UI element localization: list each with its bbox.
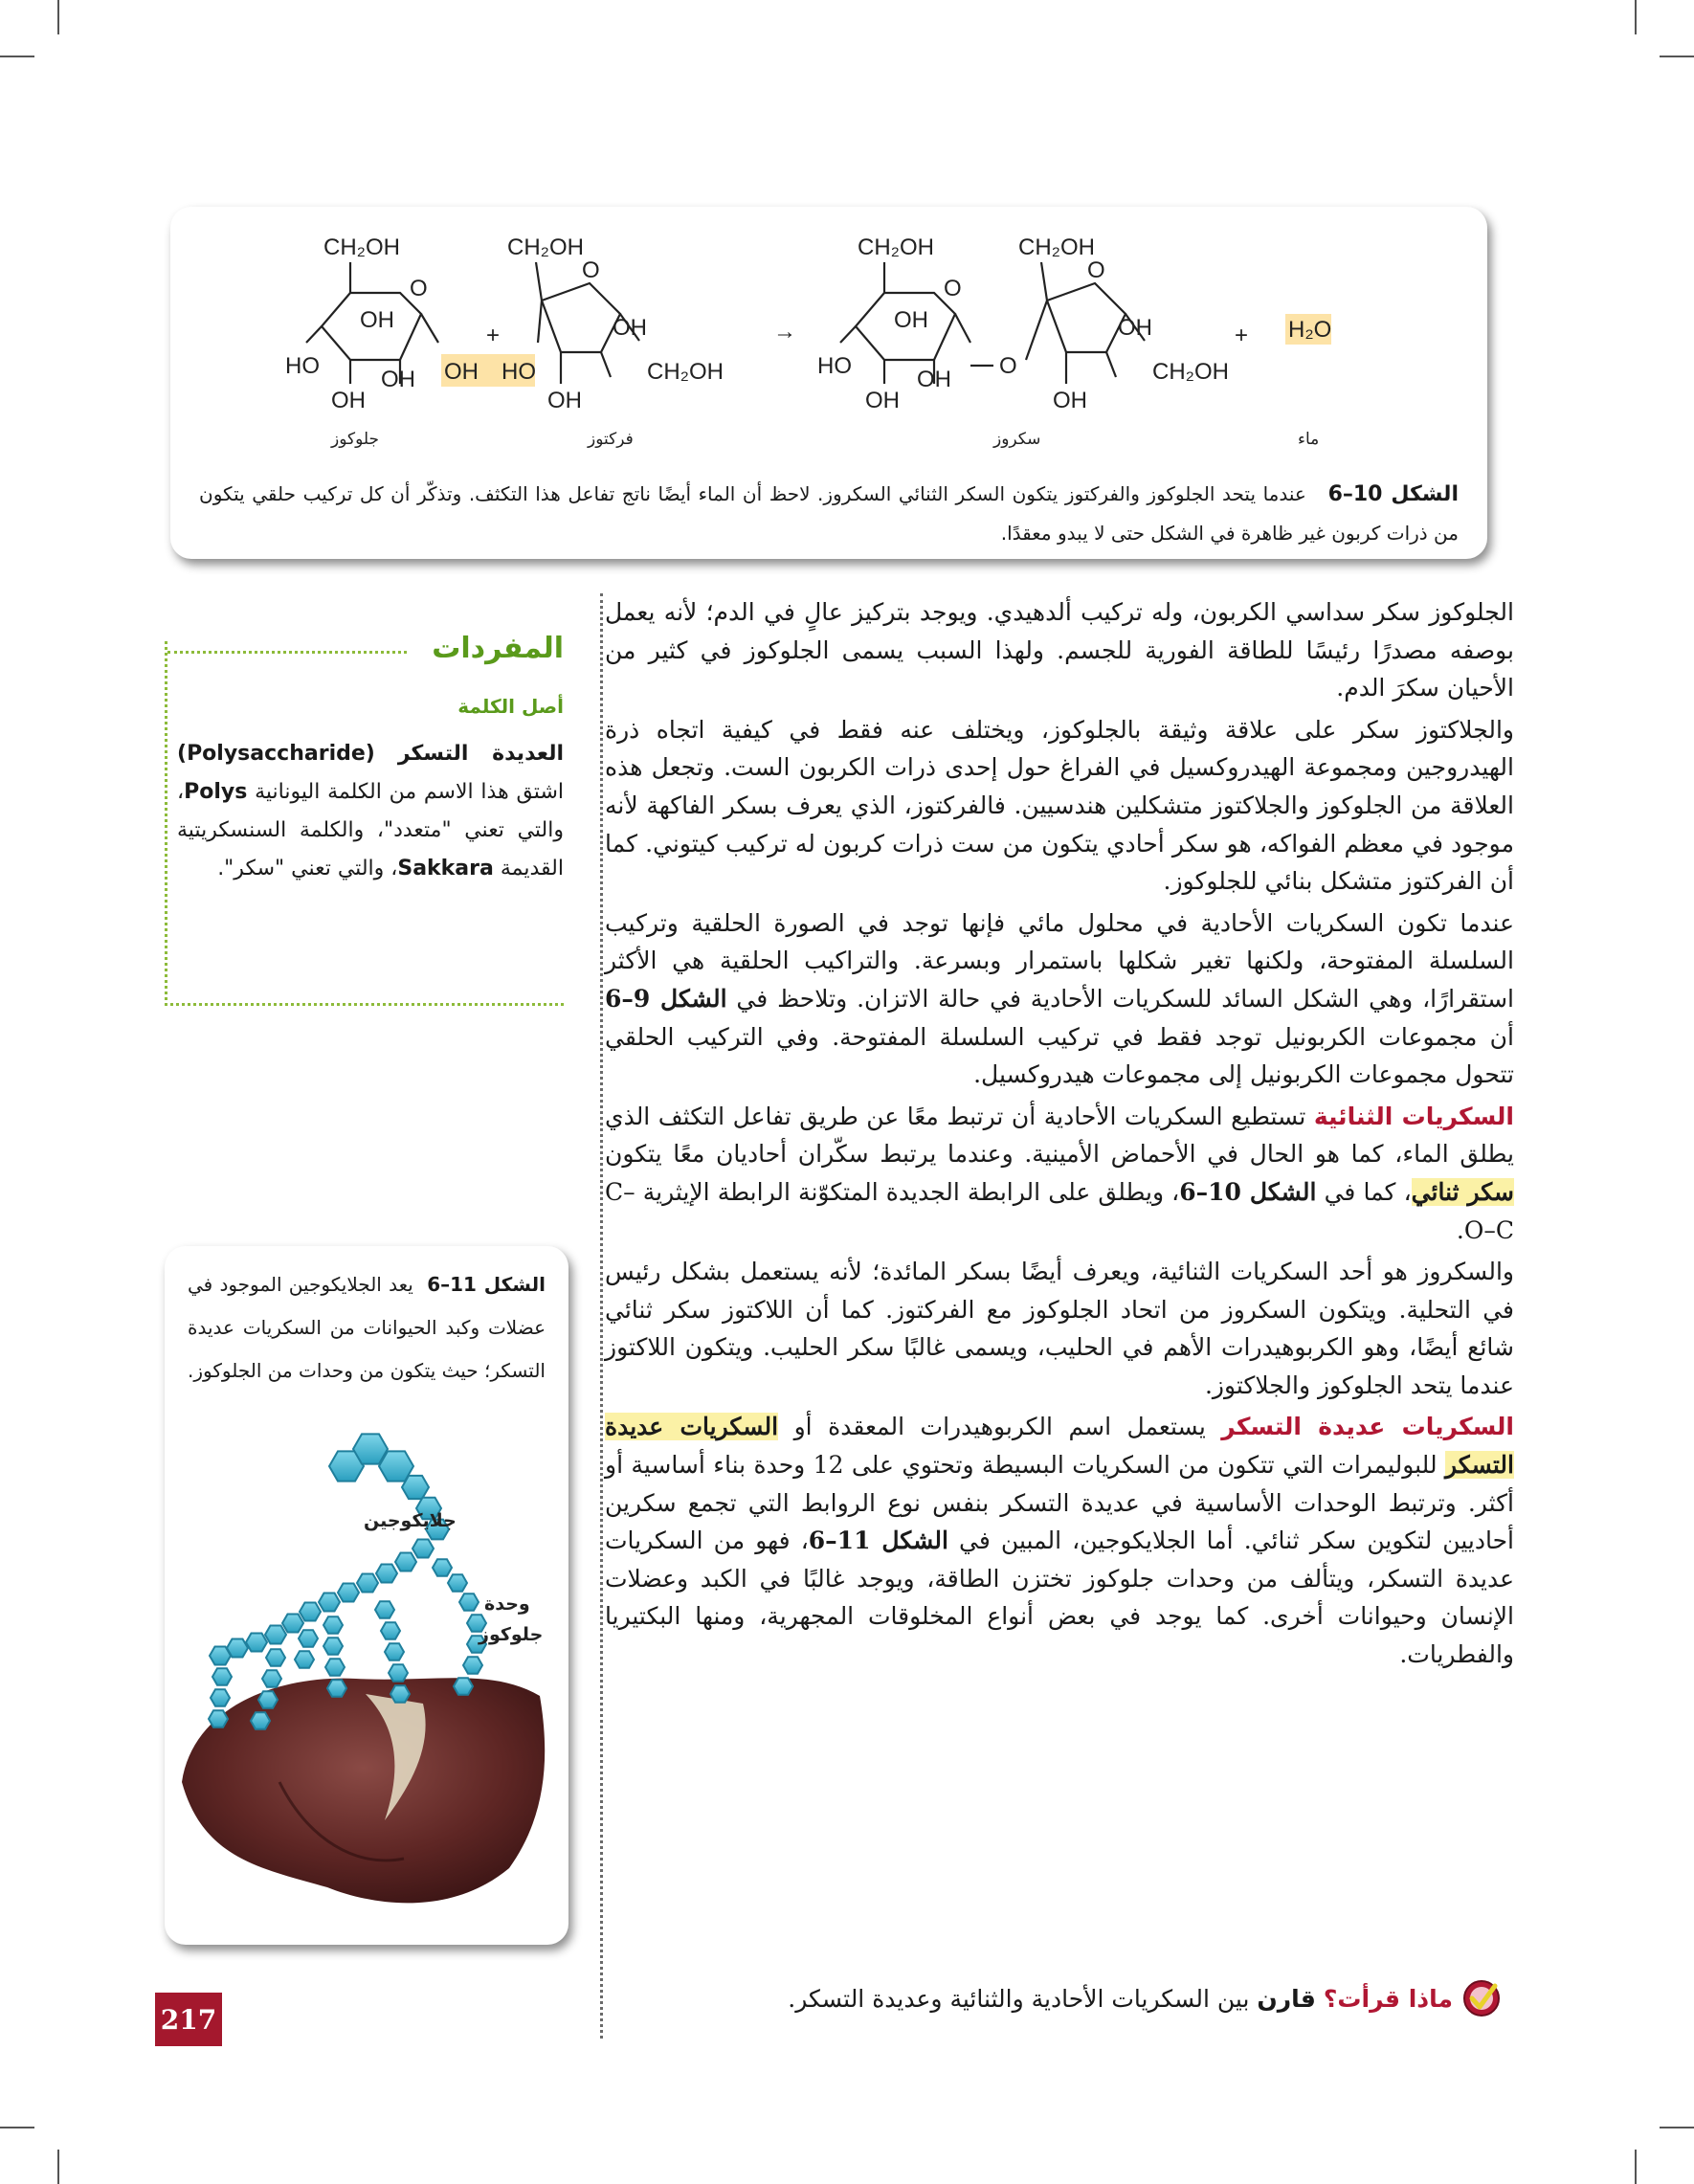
ho-label: HO [285, 353, 320, 379]
ch2oh-label: CH₂OH [647, 359, 724, 385]
figure-reference[interactable]: الشكل 11–6 [808, 1527, 948, 1555]
sucrose-fructose-ring [1047, 283, 1126, 352]
glucose-unit-icon [258, 1691, 278, 1707]
crop-mark [0, 56, 34, 57]
word-origin-subtitle: أصل الكلمة [457, 695, 564, 718]
glucose-unit-icon [459, 1593, 479, 1610]
glucose-unit-icon [211, 1689, 230, 1705]
glucose-unit-icon [265, 1626, 286, 1644]
page-number: 217 [155, 1993, 222, 2046]
glucose-unit-icon [448, 1574, 467, 1591]
ch2oh-label: CH₂OH [507, 234, 584, 260]
paragraph: والجلاكتوز سكر على علاقة وثيقة بالجلوكوز، ويختلف عنه فقط في كيفية اتجاه ذرة الهيدروجين ومجموعة الهيدروكسيل في الفراغ حول إحدى ذرات الكربون الست. وتجعل هذه العلاقة من الجلوكوز والجلاكتوز متشكلين هندسيين. فالفركتوز، الذي يعرف بسكر الفاكهة لأنه موجود في معظم الفواكه، هو سكر أحادي يتكون من ست ذرات كربون له تركيب كيتوني. كما أن الفركتوز متشكل بنائي للجلوكوز. [605, 715, 1514, 896]
figure-number: الشكل 11–6 [427, 1273, 546, 1296]
paragraph [605, 1408, 1514, 1673]
vocab-word: العديدة التسكر [397, 742, 564, 766]
text-run: ، والتي تعني "سكر". [217, 857, 398, 880]
glucose-unit-icon [412, 1540, 434, 1558]
ho-label: HO [502, 359, 536, 385]
glucose-unit-icon [389, 1664, 408, 1681]
figure-reference[interactable]: الشكل 10–6 [1179, 1177, 1317, 1206]
oh-label: OH [444, 359, 479, 385]
glucose-unit-icon [395, 1553, 416, 1571]
liver-icon [182, 1678, 545, 1903]
caption-text: يعد الجلايكوجين الموجود في عضلات وكبد الحيوانات من السكريات عديدة التسكر؛ حيث يتكون من وحدات من الجلوكوز. [188, 1273, 546, 1382]
text-run: يستعمل اسم الكربوهيدرات المعقدة أو [793, 1413, 1206, 1441]
checkmark-icon [1462, 1979, 1501, 2017]
figure-reference[interactable]: الشكل 9–6 [605, 984, 727, 1013]
glucose-unit-icon [262, 1670, 281, 1686]
o-label: O [1087, 257, 1105, 283]
figure-sucrose-formation [170, 207, 1487, 559]
glucose-unit-icon [385, 1643, 404, 1660]
o-label: O [410, 276, 428, 301]
glucose-unit-icon [299, 1630, 318, 1646]
text-run: أن مجموعات الكربونيل توجد فقط في تركيب السلسلة المفتوحة. وفي التركيب الحلقي تتحول مجموعات الكربونيل إلى مجموعات هيدروكسيل. [605, 1022, 1514, 1089]
glucose-unit-icon [325, 1659, 345, 1675]
ch2oh-label: CH₂OH [323, 234, 400, 260]
text-run: ، والتي تعني "متعدد"، والكلمة السنسكريتية القديمة [177, 780, 564, 880]
glucose-unit-icon [454, 1678, 473, 1694]
svg-text:CH₂OH [323, 234, 400, 260]
glucose-unit-icon [282, 1615, 303, 1633]
crop-mark [1660, 2127, 1694, 2128]
figure-number: الشكل 10–6 [1327, 482, 1459, 506]
vocabulary-box [165, 632, 564, 1006]
oh-label: OH [360, 307, 394, 333]
glucose-unit-label: جلوكوز [479, 1624, 544, 1645]
caption-text: عندما يتحد الجلوكوز والفركتوز يتكون السكر الثنائي السكروز. لاحظ أن الماء أيضًا ناتج تفاعل هذا التكثف. وتذكّر أن كل تركيب حلقي يتكون من ذرات كربون غير ظاهرة في الشكل حتى لا يبدو معقدًا. [199, 482, 1459, 545]
text-run: ، ويطلق على الرابطة الجديدة المتكوّنة الرابطة الإيثرية C–O–C. [605, 1177, 1514, 1244]
glucose-unit-icon [210, 1647, 231, 1665]
text-run: عندما تكون السكريات الأحادية في محلول مائي فإنها توجد في الصورة الحلقية وتركيب السلسلة المفتوحة، ولكنها تغير شكلها باستمرار وبسرعة. والتراكيب الحلقية هي الأكثر استقرارًا، وهي الشكل السائد للسكريات الأحادية في حالة الاتزان. وتلاحظ في [605, 908, 1514, 1013]
glucose-unit-icon [251, 1712, 270, 1728]
o-bridge-label: O [999, 353, 1017, 379]
ch2oh-label: CH₂OH [858, 234, 934, 260]
reading-check-text: بين السكريات الأحادية والثنائية وعديدة التسكر. [788, 1984, 1250, 2013]
sucrose-reaction-diagram [170, 207, 1487, 475]
glucose-unit-icon [433, 1559, 452, 1575]
text-run: للبوليمرات التي تتكون من السكريات البسيطة وتحتوي على 12 وحدة بناء أساسية أو أكثر. وترتبط الوحدات الأساسية في عديدة التسكر بنفس نوع الروابط التي تجمع سكرين أحاديين لتكوين سكر ثنائي. أما الجلايكوجين، المبين في [605, 1451, 1514, 1555]
o-label: O [944, 276, 962, 301]
water-name: ماء [1298, 430, 1320, 449]
figure-caption [199, 475, 1459, 552]
glucose-unit-icon [266, 1649, 285, 1665]
glucose-unit-icon [357, 1574, 378, 1593]
key-term: السكريات عديدة التسكر [605, 1413, 1514, 1480]
figure-glycogen [165, 1246, 568, 1945]
crop-mark [57, 2150, 59, 2184]
oh-label: OH [865, 388, 900, 413]
text-run: تستطيع السكريات الأحادية أن ترتبط معًا عن طريق تفاعل التكثف الذي يطلق الماء، كما هو الحال في الأحماض الأمينية. وعندما يرتبط سكّران أحاديان معًا يتكون [605, 1102, 1514, 1169]
vocabulary-title: المفردات [432, 632, 564, 665]
vocabulary-body [177, 735, 564, 888]
column-divider [600, 593, 603, 2039]
glucose-unit-icon [375, 1601, 394, 1617]
glycogen-label: جلايكوجين [364, 1510, 457, 1531]
glucose-unit-label: وحدة [484, 1593, 530, 1615]
key-term: سكر ثنائي [1411, 1177, 1514, 1206]
reading-check [670, 1977, 1501, 2019]
main-text-column [605, 593, 1514, 2048]
oh-label: OH [613, 315, 647, 341]
oh-label: OH [1053, 388, 1087, 413]
ch2oh-label: CH₂OH [1152, 359, 1229, 385]
paragraph [605, 904, 1514, 1094]
o-label: O [582, 257, 600, 283]
paragraph: والسكروز هو أحد السكريات الثنائية، ويعرف أيضًا بسكر المائدة؛ لأنه يستعمل بشكل رئيس في التحلية. ويتكون السكروز من اتحاد الجلوكوز مع الفركتوز. كما أن اللاكتوز سكر ثنائي شائع أيضًا، وهو الكربوهيدرات الأهم في الحليب، ويسمى غالبًا سكر الحليب. ويتكون اللاكتوز عندما يتحد الجلوكوز والجلاكتوز. [605, 1258, 1514, 1399]
plus-sign: + [486, 323, 501, 348]
water-formula: H₂O [1288, 317, 1332, 343]
plus-sign: + [1235, 323, 1249, 348]
oh-label: OH [894, 307, 928, 333]
text-run: ، فهو من السكريات عديدة التسكر، ويتألف من وحدات جلوكوز تختزن الطاقة، ويوجد غالبًا في الكبد وعضلات الإنسان وحيوانات أخرى. كما يوجد في بعض أنواع المخلوقات المجهرية، ومنها البكتيريا والفطريات. [605, 1527, 1514, 1669]
sanskrit-root: Sakkara [397, 857, 494, 880]
dotted-rule [167, 651, 407, 654]
crop-mark [0, 2127, 34, 2128]
glucose-unit-icon [323, 1638, 343, 1654]
reading-check-label: ماذا قرأت؟ [1323, 1984, 1453, 2013]
section-term: السكريات الثنائية [1313, 1102, 1514, 1130]
glucose-unit-icon [295, 1651, 314, 1667]
oh-label: OH [547, 388, 582, 413]
glucose-unit-icon [209, 1710, 228, 1727]
glucose-unit-icon [327, 1680, 346, 1696]
reaction-arrow: → [773, 319, 796, 345]
glucose-unit-icon [212, 1668, 232, 1684]
paragraph: الجلوكوز سكر سداسي الكربون، وله تركيب ألدهيدي. ويوجد بتركيز عالٍ في الدم؛ لأنه يعمل بوصفه مصدرًا رئيسًا للطاقة الفورية للجسم. ولهذا السبب يسمى الجلوكوز في كثير من الأحيان سكرَ الدم. [605, 598, 1514, 702]
sucrose-name: سكروز [993, 430, 1041, 449]
glucose-unit-icon [338, 1584, 359, 1602]
glucose-unit-icon [390, 1685, 410, 1702]
glucose-unit-icon [319, 1593, 340, 1612]
text-run: ، كما في [1324, 1177, 1412, 1206]
fructose-ring [542, 283, 620, 352]
oh-label: OH [381, 367, 415, 392]
glucose-name: جلوكوز [331, 430, 380, 449]
section-term: السكريات عديدة التسكر [1221, 1413, 1514, 1441]
glucose-unit-icon [300, 1603, 321, 1621]
ch2oh-label: CH₂OH [1018, 234, 1095, 260]
fructose-name: فركتوز [588, 430, 634, 449]
glucose-unit-icon [323, 1616, 343, 1633]
glucose-unit-icon [246, 1634, 267, 1652]
glucose-unit-icon [402, 1476, 429, 1499]
glycogen-liver-illustration [165, 1246, 568, 1945]
oh-label: OH [1118, 315, 1152, 341]
ho-label: HO [817, 353, 852, 379]
glucose-unit-icon [376, 1565, 397, 1583]
greek-root: Polys [184, 780, 248, 804]
glucose-unit-icon [381, 1622, 400, 1638]
oh-label: OH [331, 388, 366, 413]
crop-mark [1635, 0, 1637, 34]
vocab-word-english: (Polysaccharide) [177, 742, 375, 766]
glucose-unit-icon [463, 1657, 482, 1673]
paragraph [605, 1098, 1514, 1249]
text-run: اشتق هذا الاسم من الكلمة اليونانية [255, 780, 564, 804]
oh-label: OH [917, 367, 951, 392]
crop-mark [1660, 56, 1694, 57]
crop-mark [57, 0, 59, 34]
reading-check-verb: قارن [1257, 1984, 1316, 2013]
crop-mark [1635, 2150, 1637, 2184]
